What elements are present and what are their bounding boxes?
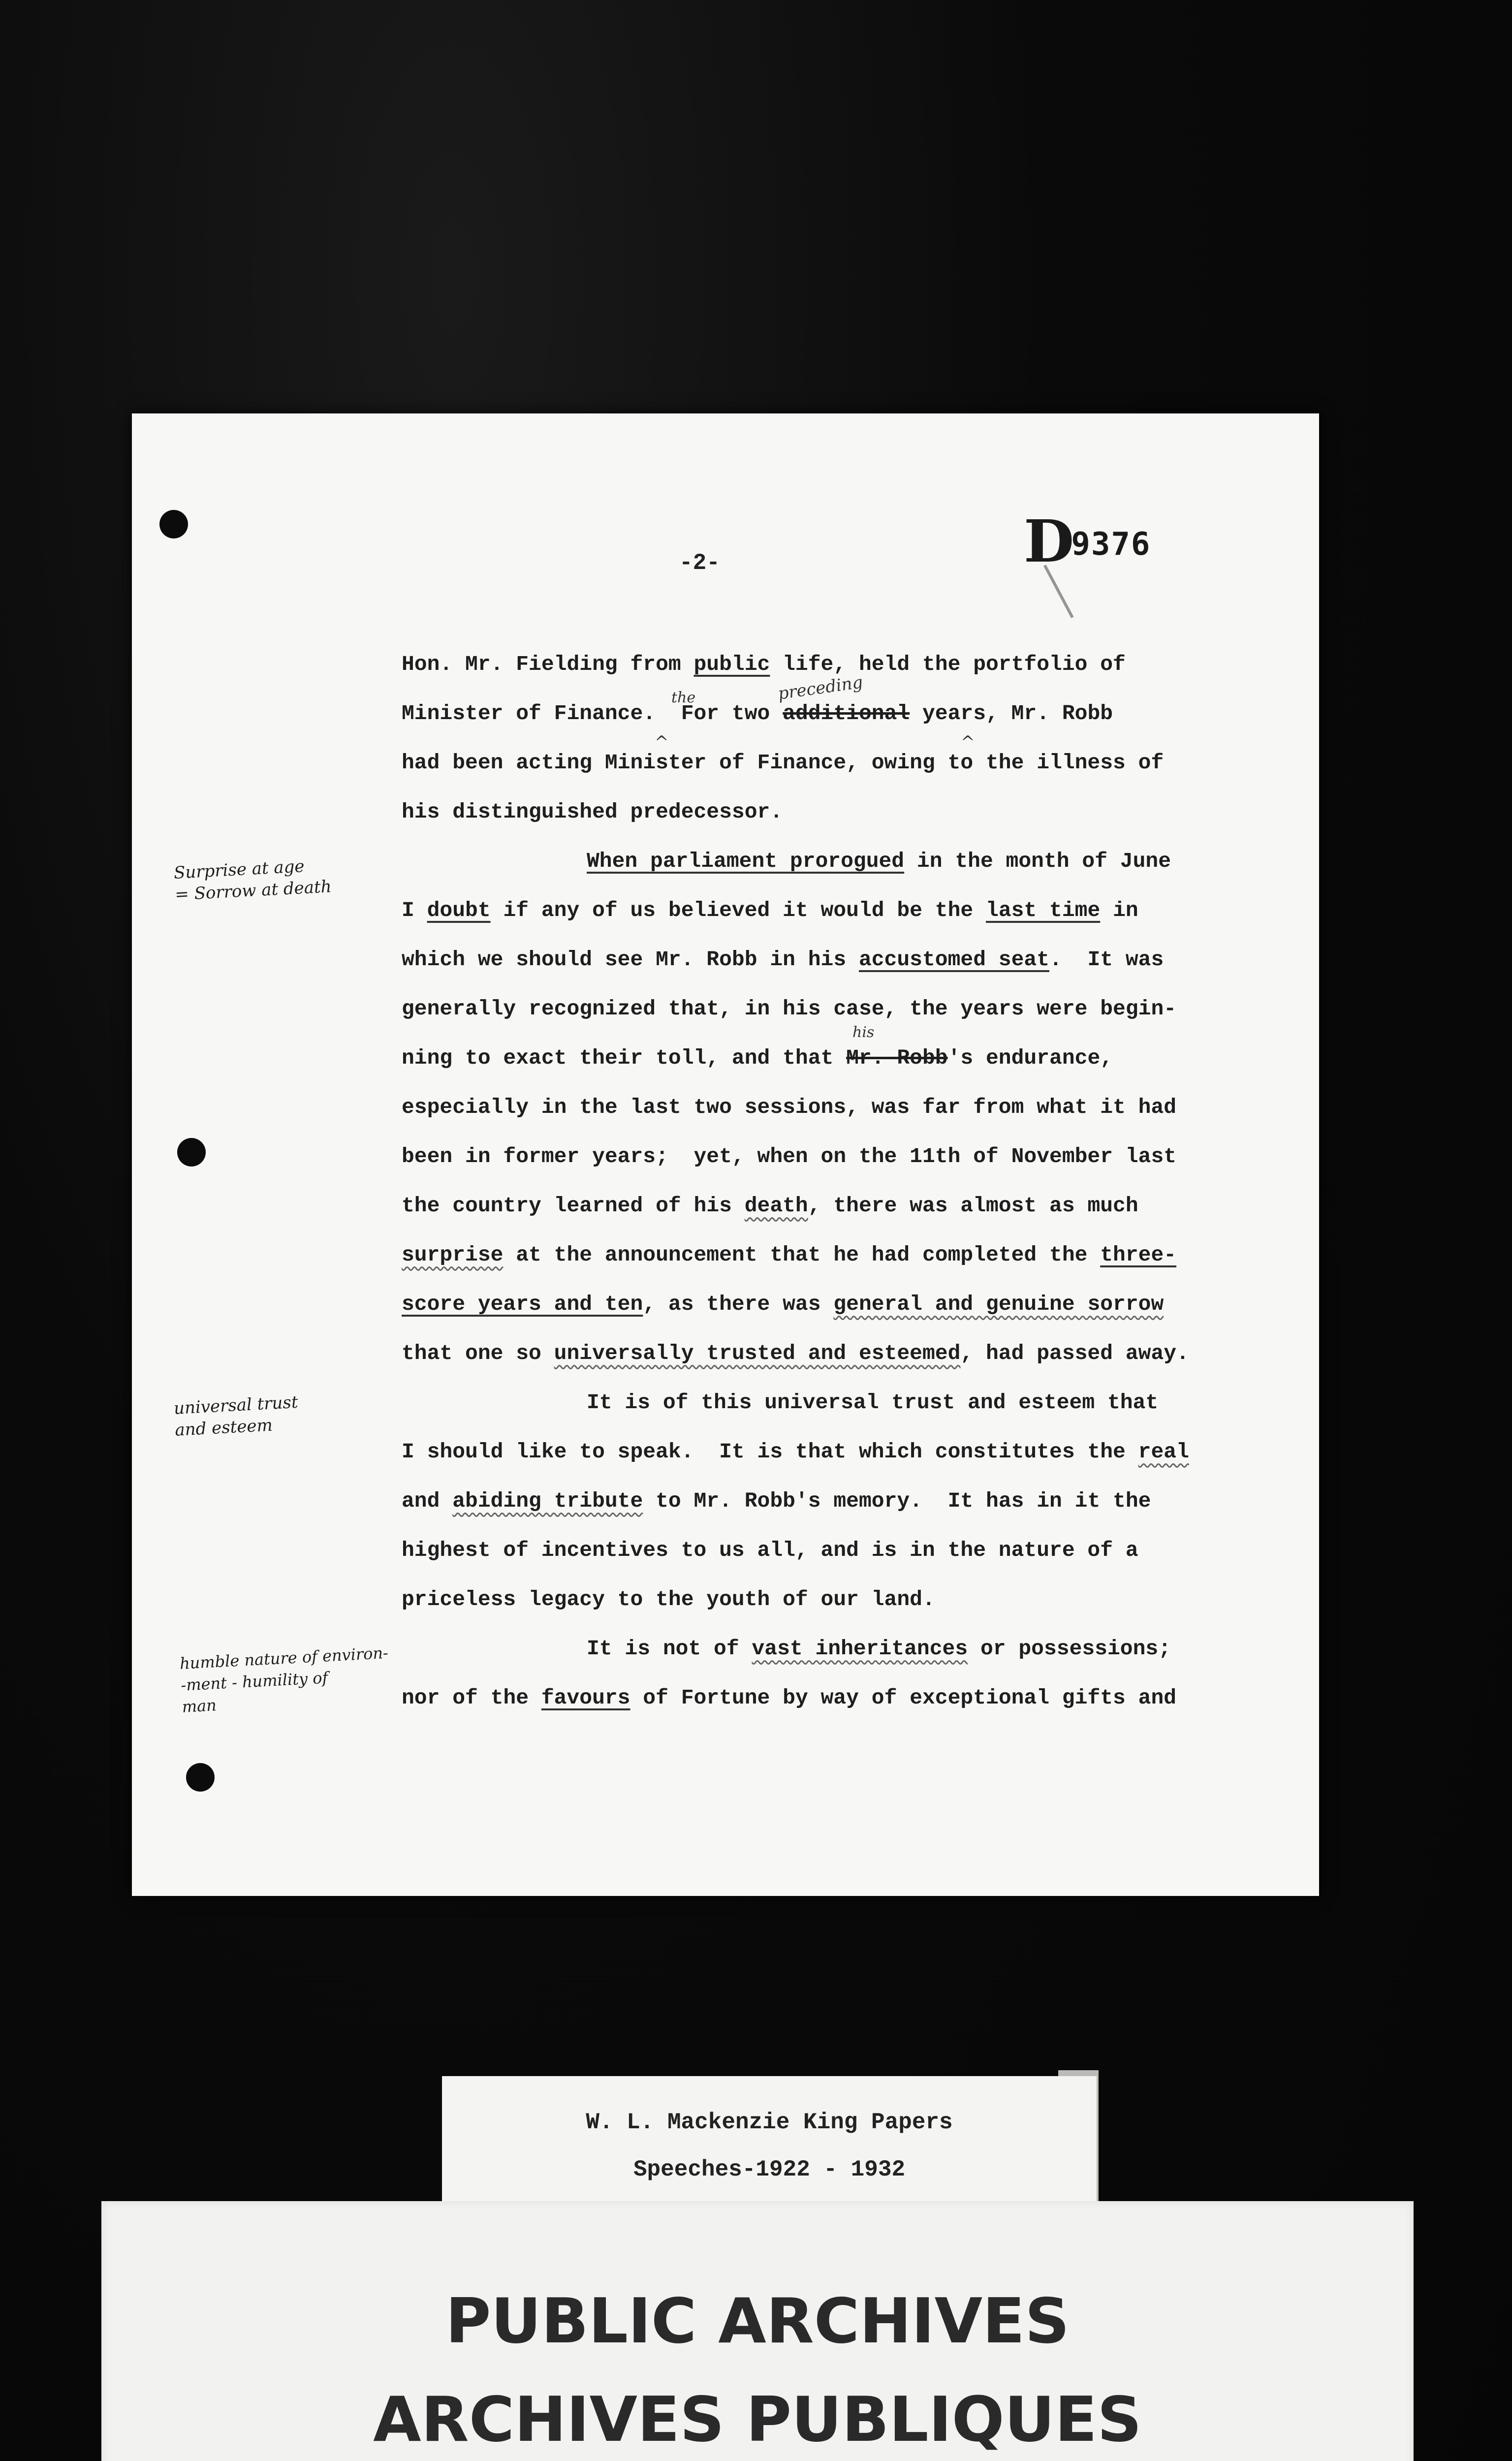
page-number: -2- — [679, 550, 720, 576]
line-text: the country learned of his — [402, 1194, 745, 1218]
insert-caret-1: ^ — [655, 732, 669, 752]
line-text: life, held the portfolio of — [770, 652, 1126, 676]
margin-note-humble-nature: humble nature of environ- -ment - humility of man — [179, 1643, 389, 1716]
typed-line — [402, 1083, 1199, 1132]
typed-line — [402, 1526, 1199, 1575]
underlined-text: favours — [541, 1686, 630, 1710]
collection-label — [442, 2076, 1097, 2208]
series-name: Speeches-1922 - 1932 — [633, 2157, 906, 2182]
handwritten-insert-the: the — [671, 689, 696, 706]
line-text: at the announcement that he had completed the — [503, 1243, 1101, 1267]
underlined-text: doubt — [427, 898, 491, 922]
line-text: I — [402, 898, 427, 922]
struck-text: Mr. Robb — [846, 1046, 948, 1070]
line-text: Minister of Finance. For two — [402, 701, 783, 726]
line-text: generally recognized that, in his case, the years were begin- — [402, 997, 1177, 1021]
typed-body — [402, 640, 1199, 1723]
underlined-text: last time — [986, 898, 1101, 922]
underlined-text: general and genuine sorrow — [833, 1292, 1164, 1316]
line-text: had been acting Minister of Finance, owing to the illness of — [402, 751, 1164, 775]
insert-caret-2: ^ — [961, 732, 975, 752]
punch-hole-top — [159, 510, 188, 538]
punch-hole-middle — [177, 1138, 206, 1167]
typed-line — [402, 788, 1199, 837]
handwritten-insert-preceding: preceding — [777, 672, 864, 704]
underlined-text: universally trusted and esteemed — [554, 1341, 961, 1365]
line-text: highest of incentives to us all, and is in the nature of a — [402, 1538, 1138, 1562]
underlined-text: score years and ten — [402, 1292, 643, 1316]
typed-line — [402, 886, 1199, 935]
line-text: if any of us believed it would be the — [490, 898, 986, 922]
line-text: priceless legacy to the youth of our land. — [402, 1587, 935, 1611]
underlined-text: death — [744, 1194, 808, 1218]
line-text: especially in the last two sessions, was far from what it had — [402, 1095, 1177, 1119]
typed-line — [402, 1378, 1199, 1427]
underlined-text: When parliament — [587, 849, 790, 873]
line-text: 's endurance, — [947, 1046, 1113, 1070]
line-text: which we should see Mr. Robb in his — [402, 947, 859, 972]
line-text: , as there was — [643, 1292, 834, 1316]
line-text: of Fortune by way of exceptional gifts and — [630, 1686, 1177, 1710]
line-text: ning to exact their toll, and that — [402, 1046, 847, 1070]
typed-line — [402, 984, 1199, 1034]
typed-line — [402, 1280, 1199, 1329]
line-text: Hon. Mr. Fielding from — [402, 652, 694, 676]
underlined-text: accustomed seat — [858, 947, 1050, 972]
line-text: I should like to speak. It is that which constitutes the — [402, 1440, 1138, 1464]
typed-line — [402, 1477, 1199, 1526]
typed-line — [402, 1034, 1199, 1083]
margin-note-universal-trust: universal trust and esteem — [173, 1392, 299, 1440]
typed-line — [402, 1673, 1199, 1723]
underlined-text: vast inheritances — [752, 1637, 968, 1661]
line-text: , had passed away. — [960, 1341, 1189, 1365]
underlined-text: three- — [1100, 1243, 1177, 1267]
typed-line — [402, 1230, 1199, 1280]
line-text: It is not of — [587, 1637, 752, 1661]
typed-line — [402, 935, 1199, 984]
line-text: been in former years; yet, when on the 11th of November last — [402, 1144, 1177, 1168]
typed-line — [402, 1575, 1199, 1624]
underlined-text: prorogued — [789, 849, 905, 873]
typed-line — [402, 1181, 1199, 1230]
line-text: in the month of June — [904, 849, 1171, 873]
label-line-english: PUBLIC ARCHIVES — [445, 2285, 1070, 2357]
typed-line — [402, 1329, 1199, 1378]
typed-line — [402, 837, 1199, 886]
typed-line — [402, 1427, 1199, 1477]
typed-line — [402, 640, 1199, 689]
line-text: or possessions; — [968, 1637, 1171, 1661]
line-text: , there was almost as much — [808, 1194, 1138, 1218]
line-text: that one so — [402, 1341, 554, 1365]
typed-line — [402, 738, 1199, 788]
typed-line — [402, 1624, 1199, 1673]
document-stamp — [1024, 507, 1151, 575]
handwritten-insert-his: his — [852, 1024, 875, 1041]
stamp-letter: D — [1024, 507, 1075, 575]
line-text: It is of this universal trust and esteem that — [587, 1390, 1159, 1415]
underlined-text: surprise — [402, 1243, 504, 1267]
line-text: . It was — [1049, 947, 1164, 972]
underlined-text: real — [1138, 1440, 1189, 1464]
public-archives-label — [101, 2201, 1414, 2461]
margin-note-surprise-sorrow: Surprise at age = Sorrow at death — [173, 856, 332, 905]
line-text: his distinguished predecessor. — [402, 800, 783, 824]
line-text: and — [402, 1489, 453, 1513]
line-text: in — [1100, 898, 1138, 922]
struck-text: additional — [783, 701, 910, 726]
line-text: nor of the — [402, 1686, 541, 1710]
line-text: years, Mr. Robb — [910, 701, 1113, 726]
typed-line — [402, 689, 1199, 738]
underlined-text: abiding tribute — [452, 1489, 643, 1513]
punch-hole-bottom — [186, 1763, 215, 1792]
stamp-number: 9376 — [1071, 526, 1151, 563]
collection-name: W. L. Mackenzie King Papers — [586, 2110, 953, 2135]
underlined-text: public — [693, 652, 770, 676]
typed-line — [402, 1132, 1199, 1181]
label-line-french: ARCHIVES PUBLIQUES — [373, 2383, 1142, 2456]
line-text: to Mr. Robb's memory. It has in it the — [643, 1489, 1151, 1513]
